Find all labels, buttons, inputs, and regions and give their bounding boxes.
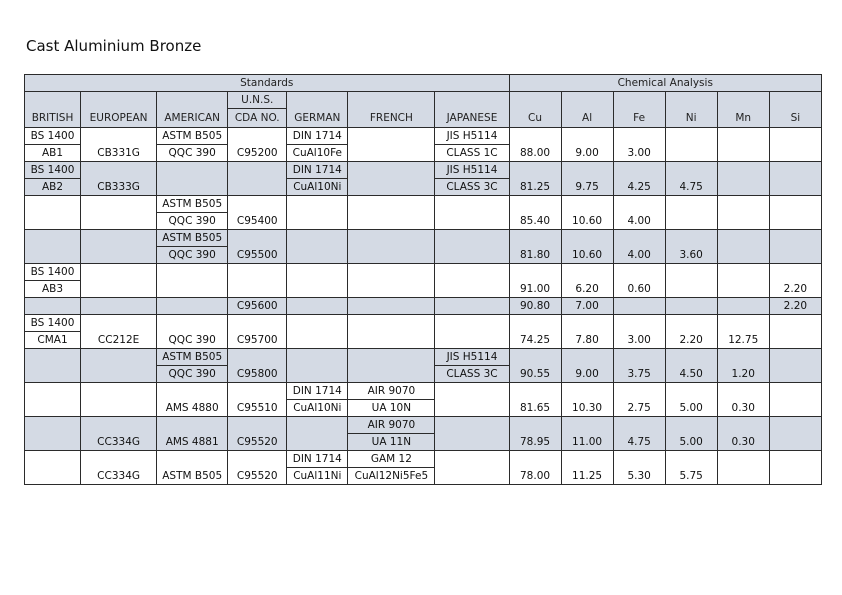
cell-si: 2.20 [769,264,821,298]
cell-japanese [435,468,509,485]
cell-american: QQC 390 [157,145,228,162]
cell-si [769,383,821,417]
cell-fe: 5.30 [613,451,665,485]
cell-fe [613,298,665,315]
cell-japanese [435,247,509,264]
chemical-analysis-header: Chemical Analysis [509,75,821,92]
cell-si [769,349,821,383]
cell-french [348,179,435,196]
cell-french: AIR 9070 [348,417,435,434]
cell-british [25,468,81,485]
cell-german: DIN 1714 [287,383,348,400]
cell-german: CuAl10Ni [287,179,348,196]
cell-fe: 4.25 [613,162,665,196]
cell-german [287,417,348,434]
cell-european: CC334G [81,417,157,451]
cell-si: 2.20 [769,298,821,315]
cell-fe: 3.75 [613,349,665,383]
cell-fe: 3.00 [613,128,665,162]
cell-french [348,213,435,230]
cell-german: DIN 1714 [287,162,348,179]
page-title: Cast Aluminium Bronze [26,37,202,55]
cell-fe: 4.00 [613,230,665,264]
cell-japanese [435,400,509,417]
cell-british [25,298,81,315]
cell-british [25,366,81,383]
table-row [25,264,822,281]
cell-cu: 78.95 [509,417,561,451]
cell-french: UA 11N [348,434,435,451]
col-header-fe: Fe [613,109,665,128]
col-header-japanese: JAPANESE [435,109,509,128]
cell-french [348,247,435,264]
cell-german [287,196,348,213]
cell-fe: 2.75 [613,383,665,417]
cell-al: 10.60 [561,196,613,230]
cell-cu: 78.00 [509,451,561,485]
standards-header: Standards [25,75,510,92]
cell-fe: 4.00 [613,196,665,230]
cell-french: UA 10N [348,400,435,417]
table-row [25,451,822,468]
col-header-cu: Cu [509,109,561,128]
cell-european [81,383,157,417]
cell-ni: 3.60 [665,230,717,264]
cell-french [348,332,435,349]
cell-mn [717,451,769,485]
cell-american: QQC 390 [157,247,228,264]
cell-cda-no: C95510 [228,383,287,417]
cell-american [157,281,228,298]
cell-si [769,315,821,349]
cell-french [348,366,435,383]
cell-british [25,451,81,468]
cell-mn: 0.30 [717,383,769,417]
col-header-cda-no: CDA NO. [228,109,287,128]
cell-al: 9.00 [561,349,613,383]
cell-american [157,179,228,196]
cell-al: 7.00 [561,298,613,315]
cell-ni: 2.20 [665,315,717,349]
cell-european: CB333G [81,162,157,196]
cell-al: 7.80 [561,315,613,349]
cell-japanese: CLASS 3C [435,179,509,196]
cell-mn [717,162,769,196]
cell-cu: 81.25 [509,162,561,196]
cell-british: BS 1400 [25,264,81,281]
uns-header: U.N.S. [228,92,287,109]
cell-cu: 85.40 [509,196,561,230]
cell-american [157,162,228,179]
cell-ni: 5.00 [665,383,717,417]
cell-british [25,247,81,264]
cell-al: 9.75 [561,162,613,196]
cell-japanese [435,417,509,434]
cell-british: BS 1400 [25,128,81,145]
cell-french [348,315,435,332]
cell-german [287,315,348,332]
cell-european [81,196,157,230]
cell-al: 10.30 [561,383,613,417]
cell-cda-no: C95520 [228,451,287,485]
cell-mn [717,196,769,230]
cell-european [81,298,157,315]
cell-american [157,417,228,434]
cell-japanese: JIS H5114 [435,349,509,366]
cell-japanese [435,281,509,298]
cell-cu: 91.00 [509,264,561,298]
cell-cu: 90.80 [509,298,561,315]
cell-japanese [435,434,509,451]
cell-french: GAM 12 [348,451,435,468]
cell-si [769,128,821,162]
cell-british [25,400,81,417]
table-row [25,417,822,434]
cell-british: BS 1400 [25,315,81,332]
cell-french [348,230,435,247]
cell-fe: 3.00 [613,315,665,349]
cell-japanese [435,264,509,281]
col-header-british: BRITISH [25,109,81,128]
col-header-french: FRENCH [348,109,435,128]
cell-british: BS 1400 [25,162,81,179]
cell-cda-no: C95800 [228,349,287,383]
table-row [25,196,822,213]
cell-german: CuAl11Ni [287,468,348,485]
cell-cda-no: C95500 [228,230,287,264]
cell-japanese: CLASS 3C [435,366,509,383]
cell-british: CMA1 [25,332,81,349]
cell-ni [665,298,717,315]
cell-mn: 1.20 [717,349,769,383]
cell-german [287,349,348,366]
cell-french [348,281,435,298]
cell-american: AMS 4880 [157,400,228,417]
cell-british [25,213,81,230]
cell-cda-no: C95200 [228,128,287,162]
cell-american [157,383,228,400]
cell-american: ASTM B505 [157,196,228,213]
cell-ni [665,264,717,298]
col-header-american: AMERICAN [157,109,228,128]
cell-french [348,128,435,145]
cell-american [157,315,228,332]
cell-si [769,230,821,264]
cell-japanese [435,383,509,400]
col-header-mn: Mn [717,109,769,128]
cell-al: 6.20 [561,264,613,298]
cell-si [769,196,821,230]
cell-si [769,417,821,451]
cell-german [287,230,348,247]
cell-japanese: JIS H5114 [435,128,509,145]
cell-ni: 5.75 [665,451,717,485]
cell-german [287,281,348,298]
cell-japanese: CLASS 1C [435,145,509,162]
cell-american [157,264,228,281]
cell-american [157,298,228,315]
cell-british [25,434,81,451]
cell-al: 11.25 [561,451,613,485]
cell-cu: 88.00 [509,128,561,162]
cell-si [769,162,821,196]
cell-cda-no [228,162,287,196]
cell-ni: 4.75 [665,162,717,196]
cell-japanese: JIS H5114 [435,162,509,179]
cell-cu: 81.80 [509,230,561,264]
cell-british: AB1 [25,145,81,162]
cell-cu: 74.25 [509,315,561,349]
cell-european [81,230,157,264]
cell-cu: 81.65 [509,383,561,417]
cell-french [348,264,435,281]
table-row [25,128,822,145]
cell-british: AB2 [25,179,81,196]
cell-cda-no: C95520 [228,417,287,451]
cell-american: ASTM B505 [157,349,228,366]
cell-american: QQC 390 [157,213,228,230]
cell-german [287,366,348,383]
cell-ni [665,196,717,230]
cell-german [287,213,348,230]
cell-american: QQC 390 [157,332,228,349]
cell-cu: 90.55 [509,349,561,383]
cell-european: CC334G [81,451,157,485]
table-row [25,349,822,366]
col-header-ni: Ni [665,109,717,128]
cell-fe: 4.75 [613,417,665,451]
cell-european: CC212E [81,315,157,349]
cell-german [287,247,348,264]
cell-japanese [435,213,509,230]
cell-german [287,264,348,281]
cell-american: ASTM B505 [157,128,228,145]
cell-fe: 0.60 [613,264,665,298]
cell-british: AB3 [25,281,81,298]
table-row [25,298,822,315]
cell-american: ASTM B505 [157,468,228,485]
cell-french: AIR 9070 [348,383,435,400]
cell-british [25,383,81,400]
cell-al: 11.00 [561,417,613,451]
table-row [25,162,822,179]
cell-cda-no [228,264,287,298]
cell-french [348,162,435,179]
cell-ni: 4.50 [665,349,717,383]
cell-japanese [435,196,509,213]
col-header-european: EUROPEAN [81,109,157,128]
cell-mn [717,128,769,162]
cell-japanese [435,332,509,349]
cell-german: CuAl10Fe [287,145,348,162]
cell-ni [665,128,717,162]
cell-mn [717,264,769,298]
table-row [25,383,822,400]
col-header-german: GERMAN [287,109,348,128]
cell-al: 10.60 [561,230,613,264]
cell-japanese [435,230,509,247]
cell-american: AMS 4881 [157,434,228,451]
cell-mn [717,298,769,315]
cell-french [348,349,435,366]
cell-european [81,264,157,298]
cell-american: ASTM B505 [157,230,228,247]
cell-german: DIN 1714 [287,128,348,145]
cell-german: CuAl10Ni [287,400,348,417]
cell-european [81,349,157,383]
cell-german [287,332,348,349]
cell-cda-no: C95600 [228,298,287,315]
cell-european: CB331G [81,128,157,162]
cell-mn [717,230,769,264]
cell-si [769,451,821,485]
cell-mn: 12.75 [717,315,769,349]
col-header-si: Si [769,109,821,128]
cell-british [25,349,81,366]
cell-french [348,196,435,213]
cell-american [157,451,228,468]
cell-cda-no: C95700 [228,315,287,349]
cell-french [348,298,435,315]
cell-japanese [435,315,509,332]
cell-german [287,298,348,315]
cell-british [25,196,81,213]
cell-british [25,417,81,434]
cell-british [25,230,81,247]
cell-mn: 0.30 [717,417,769,451]
cell-french: CuAl12Ni5Fe5 [348,468,435,485]
cell-german: DIN 1714 [287,451,348,468]
table-row [25,230,822,247]
cell-cda-no: C95400 [228,196,287,230]
cell-french [348,145,435,162]
cell-japanese [435,451,509,468]
col-header-al: Al [561,109,613,128]
cell-japanese [435,298,509,315]
cell-american: QQC 390 [157,366,228,383]
cell-ni: 5.00 [665,417,717,451]
cell-al: 9.00 [561,128,613,162]
table-row [25,315,822,332]
aluminium-bronze-table [24,74,822,485]
cell-german [287,434,348,451]
